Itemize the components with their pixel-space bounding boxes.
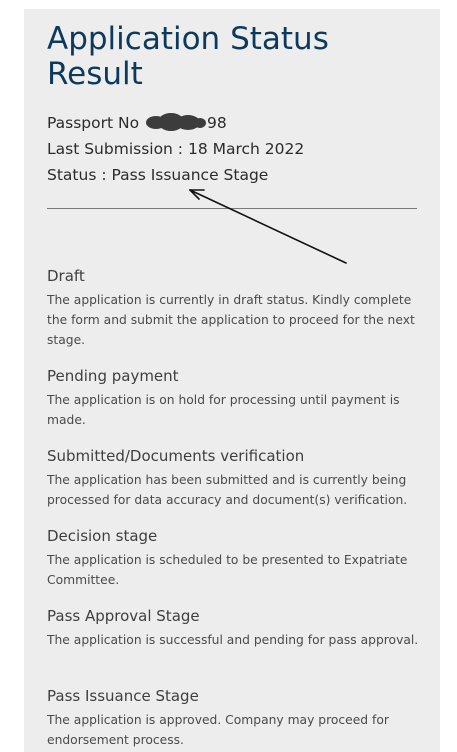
passport-number bbox=[47, 113, 227, 132]
stage-submitted-documents-verification bbox=[47, 446, 419, 510]
passport-suffix: 98 bbox=[207, 114, 227, 132]
page-title: Application Status Result bbox=[47, 21, 329, 92]
stage-description: The application is on hold for processing until payment is made. bbox=[47, 393, 400, 427]
stage-pending-payment bbox=[47, 366, 419, 430]
stage-description: The application has been submitted and is currently being processed for data accuracy and document(s) verification. bbox=[47, 473, 408, 507]
stage-description: The application is currently in draft status. Kindly complete the form and submit the application to proceed for the next stage. bbox=[47, 293, 415, 347]
section-divider bbox=[47, 208, 417, 209]
last-submission: Last Submission : 18 March 2022 bbox=[47, 140, 305, 158]
stage-description: The application is successful and pending for pass approval. bbox=[47, 633, 419, 647]
stage-title: Pass Approval Stage bbox=[47, 607, 200, 625]
stage-pass-approval bbox=[47, 606, 419, 650]
stage-description: The application is approved. Company may proceed for endorsement process. bbox=[47, 713, 389, 747]
passport-label: Passport No bbox=[47, 114, 140, 132]
stage-title: Draft bbox=[47, 267, 85, 285]
stage-description: The application is scheduled to be presented to Expatriate Committee. bbox=[47, 553, 408, 587]
stage-title: Decision stage bbox=[47, 527, 158, 545]
stage-title: Submitted/Documents verification bbox=[47, 447, 305, 465]
stage-pass-issuance bbox=[47, 686, 419, 750]
application-status: Status : Pass Issuance Stage bbox=[47, 166, 269, 184]
stage-title: Pass Issuance Stage bbox=[47, 687, 199, 705]
stage-decision bbox=[47, 526, 419, 590]
stage-title: Pending payment bbox=[47, 367, 179, 385]
passport-redaction bbox=[144, 113, 206, 131]
stage-draft bbox=[47, 266, 419, 350]
